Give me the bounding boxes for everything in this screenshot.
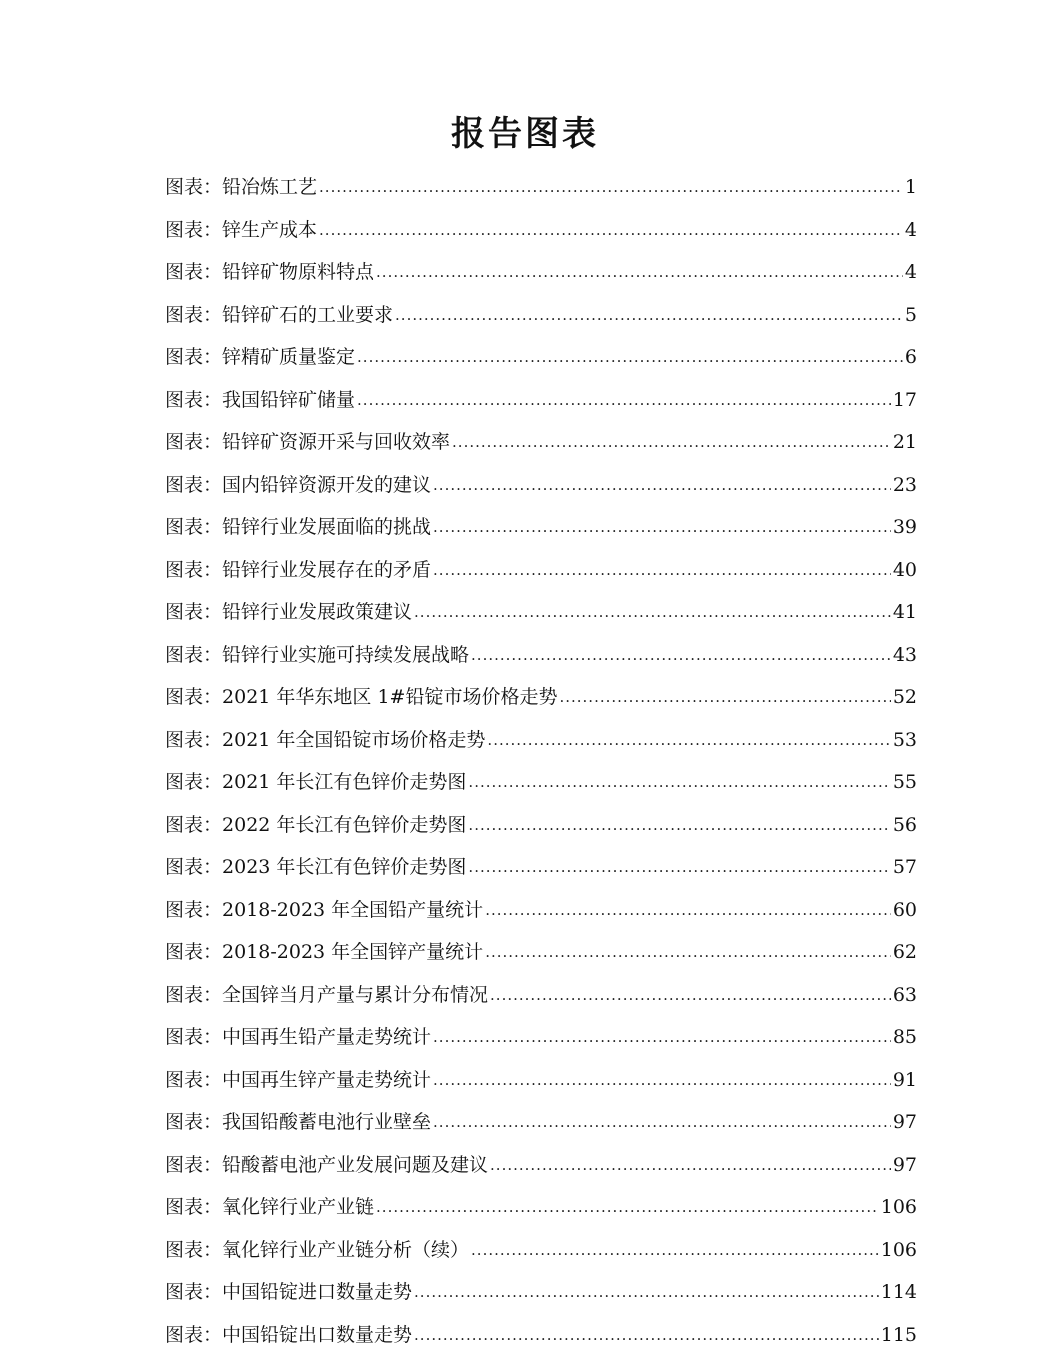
toc-entry[interactable] (165, 209, 917, 252)
entry-page-number[interactable]: 17 (892, 388, 917, 411)
entry-title[interactable]: 我国铅酸蓄电池行业壁垒 (222, 1111, 432, 1133)
dot-leader (559, 676, 890, 719)
dot-leader (468, 804, 890, 847)
dot-leader (433, 506, 891, 549)
entry-title[interactable]: 锌精矿质量鉴定 (222, 346, 356, 368)
figure-list (165, 166, 917, 1356)
dot-leader (471, 634, 891, 677)
toc-entry[interactable] (165, 591, 917, 634)
entry-title[interactable]: 中国再生铅产量走势统计 (222, 1026, 432, 1048)
entry-prefix: 图表： (165, 1238, 223, 1261)
entry-page-number[interactable]: 85 (892, 1026, 917, 1048)
entry-prefix: 图表： (165, 388, 223, 411)
toc-entry[interactable] (165, 1059, 917, 1102)
entry-title[interactable]: 铅锌行业实施可持续发展战略 (222, 643, 470, 666)
entry-page-number[interactable]: 114 (880, 1281, 917, 1303)
dot-leader (485, 931, 891, 974)
entry-page-number[interactable]: 63 (892, 983, 917, 1006)
toc-entry[interactable] (165, 1144, 917, 1187)
entry-title[interactable]: 中国铅锭出口数量走势 (222, 1323, 413, 1346)
entry-page-number[interactable]: 1 (904, 176, 917, 198)
entry-title[interactable]: 铅锌矿物原料特点 (222, 261, 375, 283)
entry-prefix: 图表： (165, 728, 223, 751)
toc-entry[interactable] (165, 1101, 917, 1144)
entry-prefix: 图表： (165, 1196, 223, 1218)
dot-leader (376, 251, 903, 294)
entry-title[interactable]: 2018-2023 年全国铅产量统计 (222, 898, 484, 921)
entry-title[interactable]: 铅锌行业发展政策建议 (222, 601, 413, 623)
entry-title[interactable]: 铅锌矿资源开采与回收效率 (222, 431, 451, 453)
entry-title[interactable]: 我国铅锌矿储量 (222, 388, 356, 411)
entry-page-number[interactable]: 62 (892, 941, 917, 963)
entry-title[interactable]: 全国锌当月产量与累计分布情况 (222, 983, 489, 1006)
entry-title[interactable]: 中国铅锭进口数量走势 (222, 1281, 413, 1303)
toc-entry[interactable] (165, 1271, 917, 1314)
toc-entry[interactable] (165, 549, 917, 592)
entry-prefix: 图表： (165, 813, 223, 836)
entry-prefix: 图表： (165, 643, 223, 666)
dot-leader (485, 889, 891, 932)
entry-title[interactable]: 铅锌行业发展面临的挑战 (222, 516, 432, 538)
toc-entry[interactable] (165, 251, 917, 294)
entry-page-number[interactable]: 91 (892, 1068, 917, 1091)
entry-prefix: 图表： (165, 941, 223, 963)
toc-entry[interactable] (165, 974, 917, 1017)
entry-title[interactable]: 2021 年长江有色锌价走势图 (222, 771, 467, 793)
entry-prefix: 图表： (165, 1068, 223, 1091)
entry-page-number[interactable]: 43 (892, 643, 917, 666)
entry-page-number[interactable]: 56 (892, 813, 917, 836)
entry-prefix: 图表： (165, 558, 223, 581)
dot-leader (433, 464, 891, 507)
entry-prefix: 图表： (165, 1281, 223, 1303)
entry-title[interactable]: 中国再生锌产量走势统计 (222, 1068, 432, 1091)
entry-page-number[interactable]: 106 (880, 1196, 917, 1218)
dot-leader (468, 846, 890, 889)
entry-page-number[interactable]: 52 (892, 686, 917, 708)
toc-entry[interactable] (165, 931, 917, 974)
toc-entry[interactable] (165, 676, 917, 719)
toc-entry[interactable] (165, 761, 917, 804)
entry-prefix: 图表： (165, 346, 223, 368)
dot-leader (414, 591, 891, 634)
entry-prefix: 图表： (165, 516, 223, 538)
entry-page-number[interactable]: 106 (880, 1238, 917, 1261)
dot-leader (487, 719, 890, 762)
entry-prefix: 图表： (165, 686, 223, 708)
entry-page-number[interactable]: 40 (892, 558, 917, 581)
dot-leader (471, 1229, 879, 1272)
entry-prefix: 图表： (165, 771, 223, 793)
entry-page-number[interactable]: 39 (892, 516, 917, 538)
entry-page-number[interactable]: 23 (892, 473, 917, 496)
entry-prefix: 图表： (165, 601, 223, 623)
entry-title[interactable]: 铅冶炼工艺 (222, 176, 318, 198)
dot-leader (433, 1016, 891, 1059)
entry-title[interactable]: 2022 年长江有色锌价走势图 (222, 813, 467, 836)
entry-page-number[interactable]: 55 (892, 771, 917, 793)
entry-page-number[interactable]: 97 (892, 1153, 917, 1176)
toc-entry[interactable] (165, 719, 917, 762)
entry-page-number[interactable]: 4 (904, 261, 917, 283)
page-title: 报告图表 (451, 113, 599, 154)
toc-entry[interactable] (165, 804, 917, 847)
dot-leader (414, 1314, 879, 1357)
entry-prefix: 图表： (165, 218, 223, 241)
entry-title[interactable]: 2021 年全国铅锭市场价格走势 (222, 728, 486, 751)
entry-title[interactable]: 2018-2023 年全国锌产量统计 (222, 941, 484, 963)
toc-entry[interactable] (165, 846, 917, 889)
toc-entry[interactable] (165, 1186, 917, 1229)
entry-title[interactable]: 氧化锌行业产业链分析（续） (222, 1238, 470, 1261)
toc-entry[interactable] (165, 506, 917, 549)
entry-prefix: 图表： (165, 261, 223, 283)
entry-title[interactable]: 铅酸蓄电池产业发展问题及建议 (222, 1153, 489, 1176)
entry-prefix: 图表： (165, 983, 223, 1006)
entry-page-number[interactable]: 41 (892, 601, 917, 623)
entry-prefix: 图表： (165, 1323, 223, 1346)
dot-leader (376, 1186, 879, 1229)
entry-page-number[interactable]: 4 (904, 218, 917, 241)
dot-leader (414, 1271, 879, 1314)
entry-prefix: 图表： (165, 176, 223, 198)
toc-entry[interactable] (165, 294, 917, 337)
toc-entry[interactable] (165, 634, 917, 677)
dot-leader (357, 336, 903, 379)
entry-title[interactable]: 氧化锌行业产业链 (222, 1196, 375, 1218)
toc-entry[interactable] (165, 1229, 917, 1272)
toc-entry[interactable] (165, 421, 917, 464)
entry-title[interactable]: 锌生产成本 (222, 218, 318, 241)
entry-prefix: 图表： (165, 898, 223, 921)
dot-leader (433, 549, 891, 592)
dot-leader (452, 421, 891, 464)
entry-page-number[interactable]: 57 (892, 856, 917, 878)
dot-leader (319, 166, 903, 209)
entry-title[interactable]: 2023 年长江有色锌价走势图 (222, 856, 467, 878)
dot-leader (490, 974, 891, 1017)
entry-prefix: 图表： (165, 431, 223, 453)
entry-title[interactable]: 铅锌行业发展存在的矛盾 (222, 558, 432, 581)
dot-leader (468, 761, 890, 804)
entry-prefix: 图表： (165, 1026, 223, 1048)
entry-prefix: 图表： (165, 856, 223, 878)
entry-prefix: 图表： (165, 303, 223, 326)
dot-leader (433, 1059, 891, 1102)
dot-leader (357, 379, 891, 422)
entry-title[interactable]: 2021 年华东地区 1#铅锭市场价格走势 (222, 686, 558, 708)
toc-entry[interactable] (165, 166, 917, 209)
entry-title[interactable]: 铅锌矿石的工业要求 (222, 303, 394, 326)
entry-page-number[interactable]: 115 (880, 1323, 917, 1346)
entry-prefix: 图表： (165, 473, 223, 496)
entry-page-number[interactable]: 97 (892, 1111, 917, 1133)
entry-prefix: 图表： (165, 1153, 223, 1176)
toc-entry[interactable] (165, 464, 917, 507)
toc-entry[interactable] (165, 379, 917, 422)
entry-page-number[interactable]: 60 (892, 898, 917, 921)
entry-page-number[interactable]: 21 (892, 431, 917, 453)
entry-title[interactable]: 国内铅锌资源开发的建议 (222, 473, 432, 496)
dot-leader (319, 209, 903, 252)
dot-leader (490, 1144, 891, 1187)
entry-page-number[interactable]: 53 (892, 728, 917, 751)
entry-prefix: 图表： (165, 1111, 223, 1133)
toc-entry[interactable] (165, 1314, 917, 1357)
dot-leader (395, 294, 903, 337)
entry-page-number[interactable]: 5 (904, 303, 917, 326)
toc-entry[interactable] (165, 889, 917, 932)
dot-leader (433, 1101, 891, 1144)
toc-entry[interactable] (165, 1016, 917, 1059)
entry-page-number[interactable]: 6 (904, 346, 917, 368)
toc-entry[interactable] (165, 336, 917, 379)
